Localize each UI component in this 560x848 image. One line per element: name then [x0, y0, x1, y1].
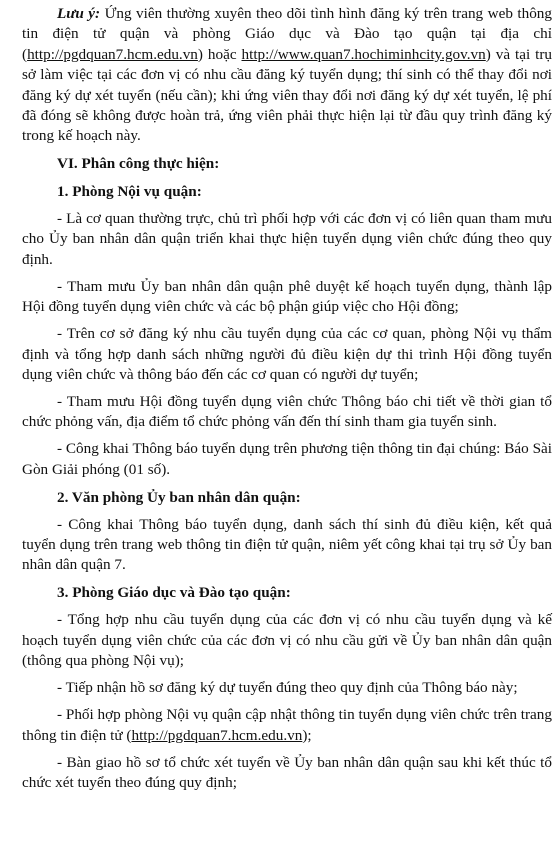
- sub1-item: - Tham mưu Hội đồng tuyển dụng viên chức Thông báo chi tiết về thời gian tổ chức phỏng vấn, địa điểm tổ chức phỏng vấn đến thí sinh tham gia tuyển sinh.: [22, 393, 552, 431]
- sub3-item-3-text: - Phối hợp phòng Nội vụ quận cập nhật thông tin tuyển dụng viên chức trên trang thông tin điện tử (: [22, 706, 552, 744]
- note-text-1: Ứng viên thường xuyên theo dõi tình hình đăng ký trên trang web thông tin điện tử quận và phòng Giáo dục và Đào tạo quận tại địa chỉ (: [22, 5, 552, 63]
- sub3-item-3-end: );: [302, 726, 312, 744]
- sub2-title: 2. Văn phòng Ủy ban nhân dân quận:: [57, 488, 301, 506]
- sub3-item: [22, 705, 552, 746]
- sub1-item: - Tham mưu Ủy ban nhân dân quận phê duyệt kế hoạch tuyển dụng, thành lập Hội đồng tuyển dụng viên chức và các bộ phận giúp việc cho Hội đồng;: [22, 277, 552, 316]
- sub3-item: - Tổng hợp nhu cầu tuyển dụng của các đơn vị có nhu cầu tuyển dụng và kế hoạch tuyển dụng viên chức của các đơn vị có nhu cầu gửi về Ủy ban nhân dân quận (thông qua phòng Nội vụ);: [22, 611, 552, 670]
- sub1-item: - Trên cơ sở đăng ký nhu cầu tuyển dụng của các cơ quan, phòng Nội vụ thẩm định và tổng hợp danh sách những người đủ điều kiện dự thi trình Hội đồng tuyển dụng viên chức và thông báo đến các cơ quan có người dự tuyển;: [22, 325, 552, 384]
- sub3-title: 3. Phòng Giáo dục và Đào tạo quận:: [57, 584, 291, 602]
- section-title: VI. Phân công thực hiện:: [57, 155, 220, 173]
- sub3-item: - Tiếp nhận hồ sơ đăng ký dự tuyển đúng theo quy định của Thông báo này;: [57, 679, 518, 697]
- sub1-item: - Công khai Thông báo tuyển dụng trên phương tiện thông tin đại chúng: Báo Sài Gòn Giải phóng (01 số).: [22, 440, 552, 478]
- pgd-link[interactable]: http://pgdquan7.hcm.edu.vn: [27, 45, 198, 63]
- sub3-item: - Bàn giao hồ sơ tổ chức xét tuyển về Ủy ban nhân dân quận sau khi kết thúc tổ chức xét tuyển theo đúng quy định;: [22, 753, 552, 791]
- pgd-link[interactable]: http://pgdquan7.hcm.edu.vn: [131, 726, 303, 744]
- sub1-item: - Là cơ quan thường trực, chủ trì phối hợp với các đơn vị có liên quan tham mưu cho Ủy ban nhân dân quận triển khai thực hiện tuyển dụng viên chức đúng theo quy định.: [22, 210, 552, 268]
- sub1-title: 1. Phòng Nội vụ quận:: [57, 183, 202, 201]
- note-text-2: ) hoặc: [197, 45, 242, 63]
- sub2-item: - Công khai Thông báo tuyển dụng, danh sách thí sinh đủ điều kiện, kết quả tuyển dụng trên trang web thông tin điện tử quận, niêm yết công khai tại trụ sở Ủy ban nhân dân quận 7.: [22, 515, 552, 574]
- note-label: Lưu ý:: [57, 5, 101, 22]
- note-text-3: ) và tại trụ sở làm việc tại các đơn vị có nhu cầu đăng ký tuyển dụng; thí sinh có thể thay đổi nơi đăng ký dự xét tuyển (nếu cần); khi ứng viên thay đổi nơi đăng ký dự xét tuyển, lệ phí đã đóng sẽ không được hoàn trả, ứng viên phải thực hiện lại từ đầu quy trình đăng ký trong kế hoạch này.: [22, 45, 552, 145]
- note-paragraph: [22, 4, 552, 147]
- quan7-link[interactable]: http://www.quan7.hochiminhcity.gov.vn: [241, 45, 486, 63]
